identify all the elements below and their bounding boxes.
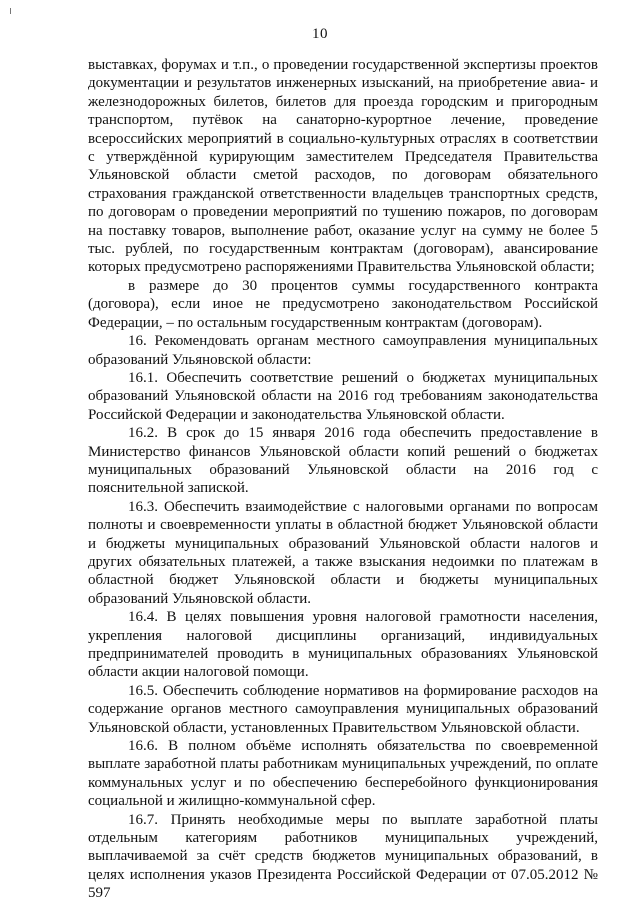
paragraph-16-5: 16.5. Обеспечить соблюдение нормативов на формирование расходов на содержание органов местного самоуправления муниципальных образований Ульяновской области, установленных Правительством Ульяновской области.: [88, 682, 598, 736]
paragraph-16-6: 16.6. В полном объёме исполнять обязательства по своевременной выплате заработной платы работникам муниципальных учреждений, по оплате коммунальных услуг и по обеспечению бесперебойного функционирования социальной и жилищно-коммунальной сфер.: [88, 738, 598, 810]
page-number: 10: [312, 26, 328, 42]
paragraph-16-7: 16.7. Принять необходимые меры по выплате заработной платы отдельным категориям работников муниципальных учреждений, выплачиваемой за счёт средств бюджетов муниципальных образований, в целях исполнения указов Президента Российской Федерации от 07.05.2012 № 597: [88, 811, 598, 902]
scan-corner-mark: [10, 8, 11, 14]
paragraph-advance-30-percent: в размере до 30 процентов суммы государственного контракта (договора), если иное не предусмотрено законодательством Российской Федерации, – по остальным государственным контрактам (договорам).: [88, 277, 598, 331]
paragraph-16-1: 16.1. Обеспечить соответствие решений о бюджетах муниципальных образований Ульяновской области на 2016 год требованиям законодательства Российской Федерации и законодательства Ульяновской области.: [88, 369, 598, 423]
document-body: [88, 56, 598, 903]
paragraph-16-4: 16.4. В целях повышения уровня налоговой грамотности населения, укрепления налоговой дисциплины организаций, индивидуальных предпринимателей проводить в муниципальных образованиях Ульяновской области акции налоговой помощи.: [88, 609, 598, 681]
paragraph-continuation: выставках, форумах и т.п., о проведении государственной экспертизы проектов документации и результатов инженерных изысканий, на приобретение авиа- и железнодорожных билетов, билетов для проезда городским и пригородным транспортом, путёвок на санаторно-курортное лечение, проведение всероссийских мероприятий в социально-культурных отраслях в соответствии с утверждённой курирующим заместителем Председателя Правительства Ульяновской области сметой расходов, по договорам обязательного страхования гражданской ответственности владельцев транспортных средств, по договорам о проведении мероприятий по тушению пожаров, по договорам на поставку товаров, выполнение работ, оказание услуг на сумму не более 5 тыс. рублей, по государственным контрактам (договорам), авансирование которых предусмотрено распоряжениями Правительства Ульяновской области;: [88, 57, 598, 276]
paragraph-16: 16. Рекомендовать органам местного самоуправления муниципальных образований Ульяновской области:: [88, 333, 598, 368]
paragraph-16-3: 16.3. Обеспечить взаимодействие с налоговыми органами по вопросам полноты и своевременности уплаты в областной бюджет Ульяновской области и бюджеты муниципальных образований Ульяновской области налогов и других обязательных платежей, а также взыскания недоимки по платежам в областной бюджет Ульяновской области и бюджеты муниципальных образований Ульяновской области.: [88, 498, 598, 607]
paragraph-16-2: 16.2. В срок до 15 января 2016 года обеспечить предоставление в Министерство финансов Ульяновской области копий решений о бюджетах муниципальных образований Ульяновской области на 2016 год с пояснительной запиской.: [88, 425, 598, 497]
